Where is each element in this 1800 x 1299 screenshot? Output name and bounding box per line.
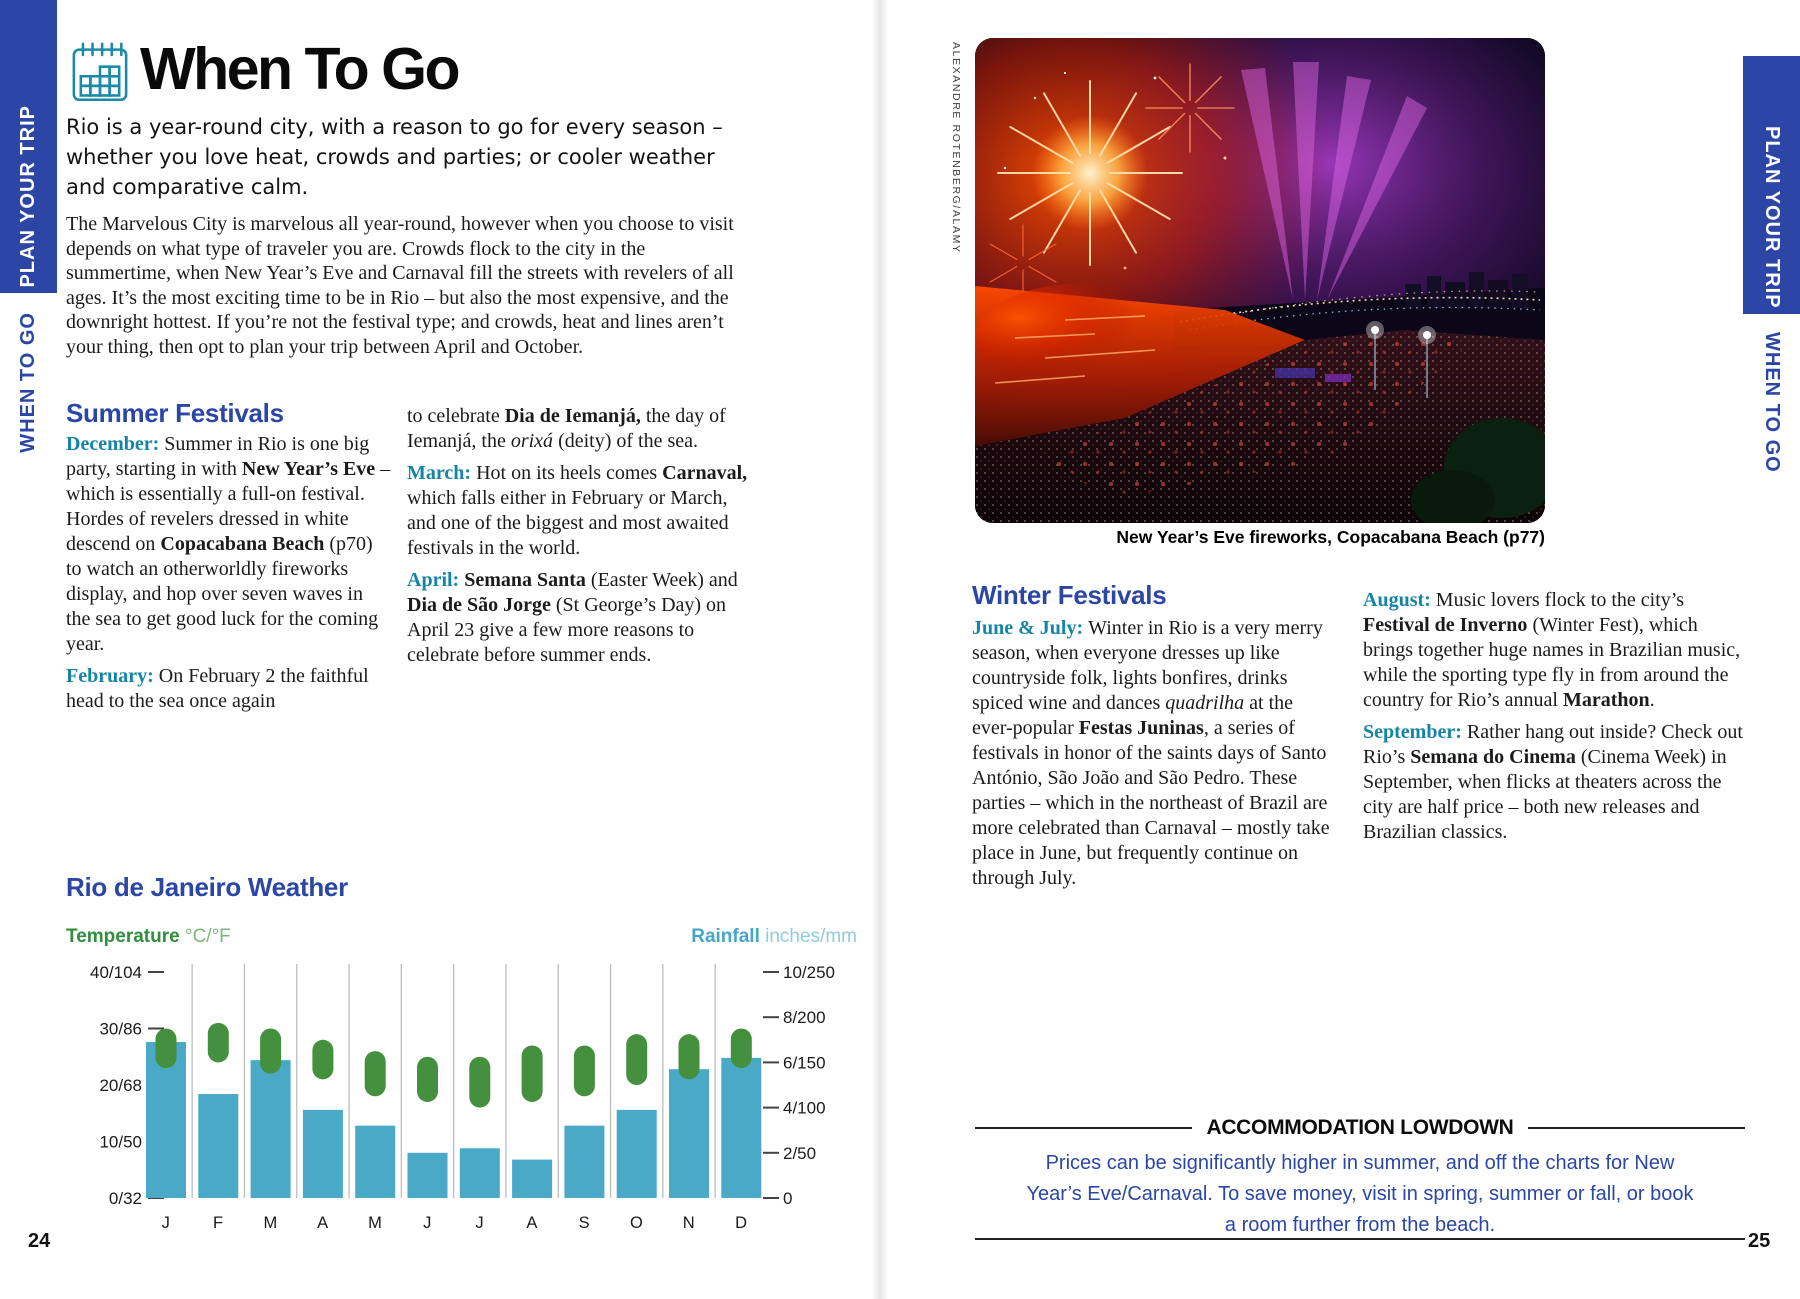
page-number-right: 25 — [1748, 1230, 1771, 1252]
rainfall-axis-title: Rainfall — [691, 926, 760, 947]
weather-heading: Rio de Janeiro Weather — [66, 872, 348, 902]
photo-caption: New Year’s Eve fireworks, Copacabana Beach (p77) — [1116, 527, 1545, 547]
right-tab-plan-your-trip — [1743, 56, 1800, 314]
text-run: (Cinema Week) in September, when flicks at theaters across the city are half price – both new releases and Brazilian classics. — [1363, 746, 1727, 843]
paragraph — [66, 664, 392, 714]
text-run: to celebrate — [407, 405, 505, 427]
text-run: Semana do Cinema — [1410, 746, 1576, 768]
left-axis-tick-label: 10/50 — [99, 1132, 142, 1152]
text-run: On February 2 the faithful head to the sea once again — [66, 665, 369, 712]
text-run: Festival de Inverno — [1363, 614, 1528, 636]
left-axis-tick-label: 0/32 — [108, 1189, 142, 1208]
text-run: (St George’s Day) on April 23 give a few more reasons to celebrate before summer ends. — [407, 594, 727, 666]
temperature-axis-unit: °C/°F — [184, 926, 231, 947]
rainfall-bar — [512, 1160, 552, 1198]
text-run: Dia de São Jorge — [407, 594, 551, 616]
month-label: March: — [407, 462, 477, 484]
accommodation-body: Prices can be significantly higher in summer, and off the charts for New Year’s Eve/Carnaval. To save money, visit in spring, summer or fall, or book a room further from the beach. — [1026, 1152, 1694, 1236]
month-axis-label: A — [317, 1214, 329, 1232]
text-run: . — [1649, 689, 1655, 711]
fireworks-photo — [975, 38, 1545, 523]
right-axis-tick-label: 8/200 — [783, 1008, 826, 1028]
photo-credit: ALEXANDRE ROTENBERG/ALAMY — [950, 42, 962, 254]
accommodation-header — [975, 1116, 1745, 1140]
temperature-range-capsule — [365, 1051, 386, 1096]
right-axis-tick-label: 10/250 — [783, 963, 835, 982]
text-run: Winter in Rio is a very merry season, when everyone dresses up like countryside folk, lights bonfires, drinks spiced wine and dances — [972, 617, 1323, 714]
paragraph — [1363, 588, 1748, 713]
text-run: orixá — [510, 430, 554, 452]
rainfall-bar — [564, 1126, 604, 1198]
text-run: Festas Juninas — [1078, 717, 1204, 739]
temperature-range-capsule — [260, 1029, 281, 1074]
temperature-range-capsule — [522, 1045, 543, 1102]
text-run: quadrilha — [1165, 692, 1245, 714]
month-axis-label: J — [423, 1214, 432, 1232]
text-run: the day of Iemanjá, the — [407, 405, 726, 452]
month-axis-label: A — [526, 1214, 538, 1232]
paragraph — [1363, 720, 1748, 845]
temperature-range-capsule — [208, 1023, 229, 1063]
month-axis-label: S — [578, 1214, 591, 1232]
winter-column-1 — [972, 616, 1334, 898]
page-number-left: 24 — [28, 1230, 51, 1252]
rainfall-bar — [303, 1110, 343, 1198]
winter-column-2 — [1363, 588, 1748, 852]
temperature-axis-header — [66, 926, 231, 948]
month-axis-label: M — [263, 1214, 278, 1232]
paragraph — [407, 461, 749, 561]
rainfall-axis-unit: inches/mm — [765, 926, 857, 947]
text-run: Summer in Rio is one big party, starting in with — [66, 433, 370, 480]
temperature-range-capsule — [574, 1045, 595, 1096]
text-run: Rather hang out inside? Check out Rio’s — [1363, 721, 1743, 768]
weather-chart — [60, 952, 870, 1244]
left-axis-tick-label: 20/68 — [99, 1076, 142, 1095]
text-run: (Winter Fest), which brings together huge names in Brazilian music, while the sporting type fly in from around the country for Rio’s annual — [1363, 614, 1741, 711]
left-tab-plan-your-trip — [0, 0, 57, 293]
rainfall-bar — [460, 1148, 500, 1198]
text-run: (deity) of the sea. — [553, 430, 699, 452]
month-label: December: — [66, 433, 165, 455]
text-run: Copacabana Beach — [160, 533, 325, 555]
text-run: – which is essentially a full-on festival. Hordes of revelers dressed in white descend on — [66, 458, 391, 555]
text-run: at the ever-popular — [972, 692, 1294, 739]
text-run: Carnaval, — [662, 462, 748, 484]
lead-paragraph: The Marvelous City is marvelous all year-round, however when you choose to visit depends on what type of traveler you are. Crowds flock to the city in the summertime, when New Year’s Eve and Carnaval fill the streets with revelers of all ages. It’s the most exciting time to be in Rio – but also the most expensive, and the downright hottest. If you’re not the festival type; and crowds, heat and lines aren’t your thing, then opt to plan your trip between April and October. — [66, 213, 734, 358]
month-axis-label: O — [630, 1214, 644, 1232]
paragraph — [407, 404, 749, 454]
accommodation-rule-left — [975, 1127, 1192, 1129]
winter-festivals-heading: Winter Festivals — [972, 580, 1167, 610]
intro-paragraph: Rio is a year-round city, with a reason to go for every season – whether you love heat, crowds and parties; or cooler weather and comparative calm. — [66, 115, 723, 199]
rainfall-bar — [251, 1060, 291, 1198]
rainfall-axis-header — [595, 926, 857, 948]
month-label: April: — [407, 569, 465, 591]
month-label: February: — [66, 665, 159, 687]
text-run: (p70) to watch an otherworldly fireworks display, and hop over seven waves in the sea to get good luck for the coming year. — [66, 533, 379, 655]
month-label: June & July: — [972, 617, 1089, 639]
paragraph — [66, 432, 392, 657]
month-axis-label: J — [161, 1214, 171, 1232]
month-axis-label: M — [368, 1214, 383, 1232]
month-axis-label: F — [213, 1214, 224, 1232]
temperature-range-capsule — [312, 1040, 333, 1080]
text-run: New Year’s Eve — [241, 458, 376, 480]
accommodation-rule-right — [1528, 1127, 1745, 1129]
summer-column-2 — [407, 404, 749, 675]
text-run: which falls either in February or March, and one of the biggest and most awaited festivals in the world. — [407, 487, 729, 559]
month-axis-label: N — [682, 1214, 696, 1232]
rainfall-bar — [617, 1110, 657, 1198]
paragraph — [407, 568, 749, 668]
text-run: Marathon — [1562, 689, 1650, 711]
month-axis-label: D — [735, 1214, 748, 1232]
left-axis-tick-label: 30/86 — [99, 1019, 142, 1039]
right-axis-tick-label: 0 — [783, 1189, 793, 1208]
text-run: Dia de Iemanjá, — [504, 405, 641, 427]
month-label: August: — [1363, 589, 1436, 611]
right-axis-tick-label: 2/50 — [783, 1143, 817, 1163]
left-tab-primary-label: PLAN YOUR TRIP — [17, 105, 39, 288]
summer-festivals-heading: Summer Festivals — [66, 398, 284, 428]
accommodation-rule-bottom — [975, 1238, 1745, 1240]
rainfall-bar — [408, 1153, 448, 1198]
text-run: (Easter Week) and — [585, 569, 738, 591]
temperature-range-capsule — [417, 1057, 438, 1102]
right-tab-primary-label: PLAN YOUR TRIP — [1761, 126, 1783, 309]
text-run: Music lovers flock to the city’s — [1435, 589, 1685, 611]
right-tab-secondary-label: WHEN TO GO — [1761, 332, 1783, 473]
rainfall-bar — [669, 1069, 709, 1198]
page-title: When To Go — [140, 36, 458, 102]
left-tab-secondary-label: WHEN TO GO — [17, 312, 39, 453]
right-tab-when-to-go — [1743, 332, 1800, 473]
month-axis-label: J — [475, 1214, 485, 1232]
right-axis-tick-label: 6/150 — [783, 1053, 826, 1073]
text-run: Semana Santa — [464, 569, 586, 591]
temperature-range-capsule — [469, 1057, 490, 1108]
text-run: Hot on its heels comes — [476, 462, 663, 484]
text-run: , a series of festivals in honor of the saints days of Santo António, São João and São Pedro. These parties – which in the northeast of Brazil are more celebrated than Carnaval – mostly take place in June, but frequently continue on through July. — [972, 717, 1330, 889]
right-axis-tick-label: 4/100 — [783, 1098, 826, 1118]
temperature-range-capsule — [626, 1034, 647, 1085]
temperature-range-capsule — [731, 1029, 752, 1069]
rainfall-bar — [198, 1094, 238, 1198]
accommodation-heading: ACCOMMODATION LOWDOWN — [1206, 1116, 1514, 1139]
paragraph — [972, 616, 1334, 891]
temperature-range-capsule — [679, 1034, 700, 1079]
calendar-chart-icon — [70, 40, 130, 104]
page-gutter — [872, 0, 888, 1299]
temperature-axis-title: Temperature — [66, 926, 180, 947]
summer-column-1 — [66, 432, 392, 721]
temperature-range-capsule — [156, 1029, 177, 1069]
rainfall-bar — [355, 1126, 395, 1198]
left-axis-tick-label: 40/104 — [90, 963, 142, 982]
left-tab-when-to-go — [0, 312, 57, 453]
rainfall-bar — [721, 1058, 761, 1198]
month-label: September: — [1363, 721, 1467, 743]
